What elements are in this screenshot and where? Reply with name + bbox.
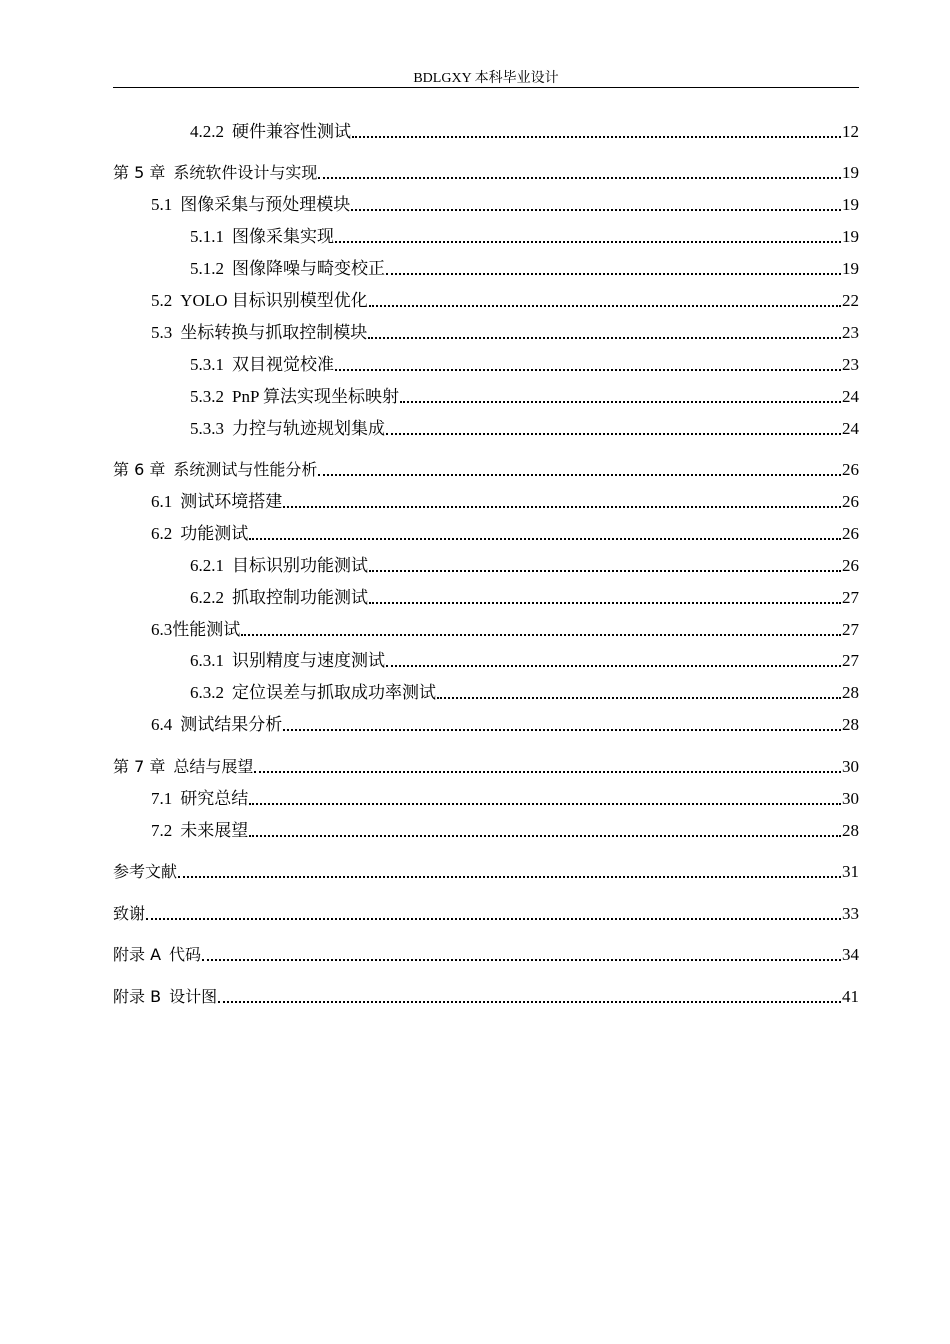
toc-entry[interactable] [113, 321, 859, 345]
toc-entry-text: 研究总结 [180, 789, 249, 808]
toc-entry-text: 图像采集与预处理模块 [180, 195, 351, 214]
dot-leader [369, 570, 841, 572]
toc-entry-text: YOLO 目标识别模型优化 [180, 291, 368, 310]
toc-entry-page-number: 28 [842, 683, 859, 702]
toc-entry-title [113, 755, 253, 779]
toc-entry-number: 第 6 章 [113, 460, 166, 479]
toc-entry-page-number: 31 [842, 862, 859, 881]
toc-entry-page-number: 23 [842, 323, 859, 342]
toc-entry[interactable] [113, 681, 859, 705]
toc-entry[interactable] [113, 458, 859, 482]
toc-entry-number: 6.1 [151, 492, 173, 511]
toc-entry-text: 功能测试 [180, 524, 249, 543]
dot-leader [254, 771, 841, 773]
toc-entry-page-number: 26 [842, 492, 859, 511]
toc-entry[interactable] [113, 120, 859, 144]
toc-entry-title [113, 902, 145, 926]
toc-entry-page-number: 27 [842, 620, 859, 639]
page-header: BDLGXY 本科毕业设计 [413, 71, 559, 86]
toc-entry-number: 5.1.2 [190, 259, 224, 278]
dot-leader [178, 876, 841, 878]
toc-entry-page-number: 24 [842, 419, 859, 438]
toc-entry-page-number: 34 [842, 945, 859, 964]
toc-entry[interactable] [113, 902, 859, 926]
toc-entry[interactable] [113, 522, 859, 546]
toc-entry-number: 附录 A [113, 945, 162, 964]
toc-entry-title [113, 943, 201, 967]
toc-entry-page-number: 19 [842, 195, 859, 214]
toc-entry-page-number: 22 [842, 291, 859, 310]
toc-entry-title [190, 385, 399, 409]
dot-leader [437, 697, 841, 699]
toc-entry-page-number: 26 [842, 524, 859, 543]
toc-entry-number: 6.3.1 [190, 651, 224, 670]
toc-entry-text: 测试环境搭建 [180, 492, 283, 511]
toc-entry-page-number: 19 [842, 259, 859, 278]
toc-entry-page-number: 19 [842, 163, 859, 182]
toc-entry-text: 未来展望 [180, 821, 249, 840]
dot-leader [369, 305, 841, 307]
toc-entry-page-number: 23 [842, 355, 859, 374]
toc-entry-page-number: 24 [842, 387, 859, 406]
toc-entry[interactable] [113, 193, 859, 217]
toc-entry-title [151, 787, 248, 811]
toc-entry-text: 抓取控制功能测试 [232, 588, 368, 607]
toc-entry-title [113, 860, 177, 884]
toc-entry-number: 6.3 [151, 620, 173, 639]
dot-leader [249, 538, 841, 540]
dot-leader [351, 209, 841, 211]
toc-entry-text: 致谢 [113, 904, 146, 923]
toc-entry-title [190, 353, 334, 377]
dot-leader [318, 177, 841, 179]
toc-entry-number: 6.3.2 [190, 683, 224, 702]
toc-entry-text: 系统测试与性能分析 [173, 460, 318, 479]
dot-leader [386, 433, 841, 435]
toc-entry-text: 识别精度与速度测试 [232, 651, 385, 670]
dot-leader [283, 729, 841, 731]
toc-entry-number: 第 7 章 [113, 757, 166, 776]
toc-entry-page-number: 26 [842, 460, 859, 479]
toc-entry-number: 5.1 [151, 195, 173, 214]
dot-leader [146, 918, 841, 920]
dot-leader [335, 369, 841, 371]
toc-entry-title [151, 618, 240, 642]
toc-entry-title [151, 193, 350, 217]
dot-leader [400, 401, 841, 403]
dot-leader [249, 803, 841, 805]
dot-leader [241, 634, 841, 636]
toc-entry-text: 参考文献 [113, 862, 178, 881]
toc-entry-number: 6.2.2 [190, 588, 224, 607]
toc-entry-text: 系统软件设计与实现 [173, 163, 318, 182]
dot-leader [335, 241, 841, 243]
toc-entry-text: PnP 算法实现坐标映射 [232, 387, 400, 406]
toc-entry-text: 代码 [169, 945, 202, 964]
toc-entry-title [113, 458, 317, 482]
toc-entry-title [190, 554, 368, 578]
toc-entry-title [151, 490, 282, 514]
toc-entry-text: 性能测试 [172, 620, 241, 639]
toc-entry-page-number: 27 [842, 588, 859, 607]
toc-entry-text: 总结与展望 [173, 757, 254, 776]
toc-entry-title [151, 321, 367, 345]
toc-entry-text: 双目视觉校准 [232, 355, 334, 374]
dot-leader [386, 273, 841, 275]
toc-entry-text: 定位误差与抓取成功率测试 [232, 683, 436, 702]
toc-entry-title [151, 289, 368, 313]
toc-entry[interactable] [113, 586, 859, 610]
toc-entry-page-number: 41 [842, 987, 859, 1006]
toc-entry-number: 7.2 [151, 821, 173, 840]
dot-leader [386, 665, 841, 667]
toc-entry-number: 5.3.3 [190, 419, 224, 438]
toc-entry-number: 附录 B [113, 987, 162, 1006]
dot-leader [318, 474, 841, 476]
toc-entry[interactable] [113, 713, 859, 737]
toc-entry-text: 图像采集实现 [232, 227, 334, 246]
dot-leader [352, 136, 841, 138]
toc-entry[interactable] [113, 819, 859, 843]
toc-entry-title [151, 522, 248, 546]
dot-leader [369, 602, 841, 604]
toc-entry-page-number: 33 [842, 904, 859, 923]
toc-entry-title [151, 713, 282, 737]
toc-entry-title [113, 985, 217, 1009]
toc-entry[interactable] [113, 943, 859, 967]
toc-entry-text: 坐标转换与抓取控制模块 [180, 323, 368, 342]
toc-entry-number: 5.3.2 [190, 387, 224, 406]
toc-entry[interactable] [113, 225, 859, 249]
toc-entry-page-number: 30 [842, 757, 859, 776]
toc-entry-number: 6.2.1 [190, 556, 224, 575]
dot-leader [368, 337, 841, 339]
toc-entry[interactable] [113, 860, 859, 884]
toc-entry[interactable] [113, 289, 859, 313]
toc-entry-title [190, 120, 351, 144]
dot-leader [202, 959, 841, 961]
toc-entry-title [190, 257, 385, 281]
toc-entry[interactable] [113, 161, 859, 185]
toc-entry[interactable] [113, 257, 859, 281]
toc-entry-page-number: 12 [842, 122, 859, 141]
toc-entry[interactable] [113, 755, 859, 779]
toc-entry[interactable] [113, 490, 859, 514]
toc-entry-title [190, 649, 385, 673]
toc-entry-title [190, 225, 334, 249]
toc-entry-number: 第 5 章 [113, 163, 166, 182]
toc-entry-text: 目标识别功能测试 [232, 556, 368, 575]
toc-entry-page-number: 28 [842, 821, 859, 840]
toc-entry[interactable] [113, 787, 859, 811]
toc-entry[interactable] [113, 385, 859, 409]
toc-entry-title [151, 819, 248, 843]
toc-entry-text: 测试结果分析 [180, 715, 283, 734]
toc-entry-page-number: 28 [842, 715, 859, 734]
toc-entry-page-number: 27 [842, 651, 859, 670]
dot-leader [249, 835, 841, 837]
toc-entry[interactable] [113, 554, 859, 578]
toc-entry-page-number: 30 [842, 789, 859, 808]
toc-entry-number: 5.3.1 [190, 355, 224, 374]
toc-entry-title [113, 161, 317, 185]
toc-entry-number: 4.2.2 [190, 122, 224, 141]
toc-entry-number: 5.1.1 [190, 227, 224, 246]
toc-entry-title [190, 681, 436, 705]
dot-leader [218, 1001, 841, 1003]
header-divider [113, 87, 859, 88]
toc-entry-page-number: 26 [842, 556, 859, 575]
toc-entry-number: 7.1 [151, 789, 173, 808]
toc-entry-text: 设计图 [169, 987, 218, 1006]
toc-entry-text: 图像降噪与畸变校正 [232, 259, 385, 278]
toc-entry-number: 6.2 [151, 524, 173, 543]
toc-entry[interactable] [113, 417, 859, 441]
toc-entry-title [190, 586, 368, 610]
toc-entry[interactable] [113, 985, 859, 1009]
toc-entry-page-number: 19 [842, 227, 859, 246]
toc-entry-title [190, 417, 385, 441]
toc-entry-text: 力控与轨迹规划集成 [232, 419, 385, 438]
toc-entry[interactable] [113, 649, 859, 673]
toc-entry-number: 6.4 [151, 715, 173, 734]
toc-entry-number: 5.3 [151, 323, 173, 342]
toc-entry[interactable] [113, 353, 859, 377]
dot-leader [283, 506, 841, 508]
toc-entry-number: 5.2 [151, 291, 173, 310]
toc-entry-text: 硬件兼容性测试 [232, 122, 351, 141]
toc-entry[interactable] [113, 618, 859, 642]
